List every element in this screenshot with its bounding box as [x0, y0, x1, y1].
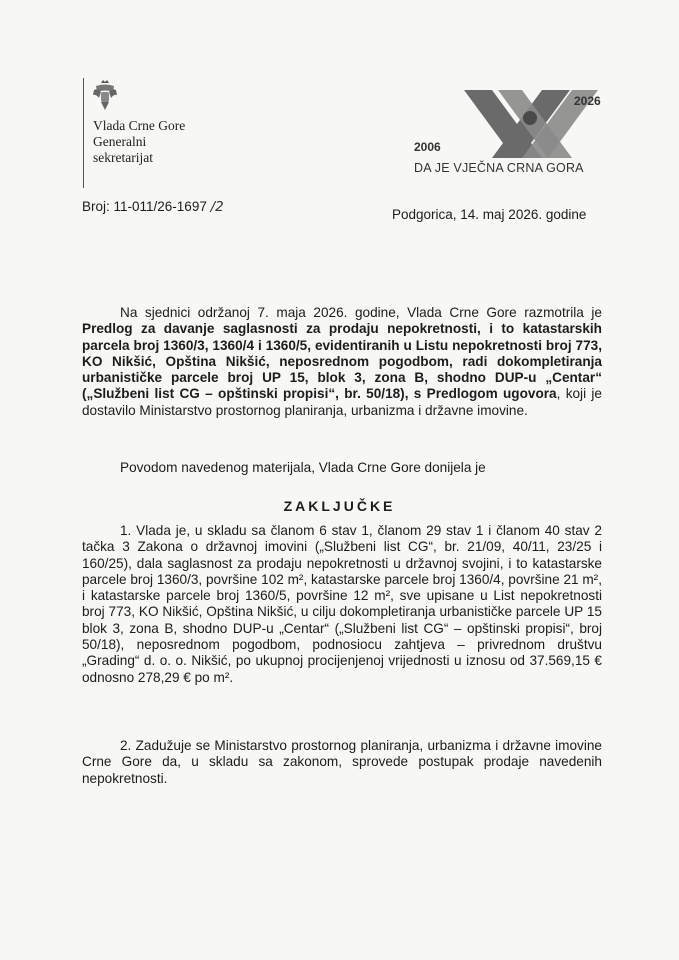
intro-part-2: , koji je dostavilo Ministarstvo prostornog planiranja, urbanizma i državne imovine.	[82, 386, 602, 418]
conclusion-1-text: 1. Vlada je, u skladu sa članom 6 stav 1, članom 29 stav 1 i članom 40 stav 2 tačka 3 Zakona o državnoj imovini („Službeni list CG“, br. 21/09, 40/11, 23/25 i 160/25), dala saglasnost za prodaju nepokretnosti u državnoj svojini, i to katastarske parcele broj 1360/3, površine 102 m², katastarske parcele broj 1360/4, površine 21 m², i katastarske parcele broj 1360/5, površine 12 m², sve upisane u List nepokretnosti broj 773, KO Nikšić, Opština Nikšić, u cilju dokompletiranja urbanističke parcele UP 15 blok 3, zona B, shodno DUP-u „Centar“ („Službeni list CG“ – opštinski propisi“, broj 50/18), neposrednom pogodbom, podnosiocu zahtjeva – privrednom društvu „Grading“ d. o. o. Nikšić, po ukupnoj procijenjenoj vrijednosti u iznosu od 37.569,15 € odnosno 278,29 € po m².	[82, 523, 602, 685]
logo-tagline: DA JE VJEČNA CRNA GORA	[414, 161, 584, 175]
reference-number	[82, 199, 224, 215]
institution-line-3: sekretarijat	[93, 150, 153, 165]
intro-paragraph	[82, 305, 602, 419]
logo-year-start: 2006	[414, 140, 441, 154]
intro-part-1: Na sjednici održanoj 7. maja 2026. godine, Vlada Crne Gore razmotrila je	[120, 305, 602, 320]
place-date: Podgorica, 14. maj 2026. godine	[392, 207, 587, 222]
header-divider	[83, 78, 84, 188]
institution-name	[93, 118, 185, 166]
institution-line-2: Generalni	[93, 134, 147, 149]
povodom-line: Povodom navedenog materijala, Vlada Crne Gore donijela je	[120, 460, 486, 475]
document-title: ZAKLJUČKE	[283, 498, 396, 514]
institution-line-1: Vlada Crne Gore	[93, 118, 186, 133]
conclusion-1	[82, 523, 602, 686]
handwritten-suffix: /2	[210, 199, 224, 215]
conclusion-2	[82, 738, 602, 787]
conclusion-2-text: 2. Zadužuje se Ministarstvo prostornog planiranja, urbanizma i državne imovine Crne Gore da, u skladu sa zakonom, sprovede postupak prodaje navedenih nepokretnosti.	[82, 738, 602, 786]
reference-number-label: Broj: 11-011/26-1697	[82, 199, 207, 214]
coat-of-arms-icon	[92, 80, 118, 112]
intro-bold: Predlog za davanje saglasnosti za prodaju nepokretnosti, i to katastarskih parcela broj 1360/3, 1360/4 i 1360/5, evidentiranih u Listu nepokretnosti broj 773, KO Nikšić, Opština Nikšić, neposrednom pogodbom, radi dokompletiranja urbanističke parcele broj UP 15, blok 3, zona B, shodno DUP-u „Centar“ („Službeni list CG – opštinski propisi“, br. 50/18), s Predlogom ugovora	[82, 321, 602, 402]
logo-year-end: 2026	[574, 94, 601, 108]
